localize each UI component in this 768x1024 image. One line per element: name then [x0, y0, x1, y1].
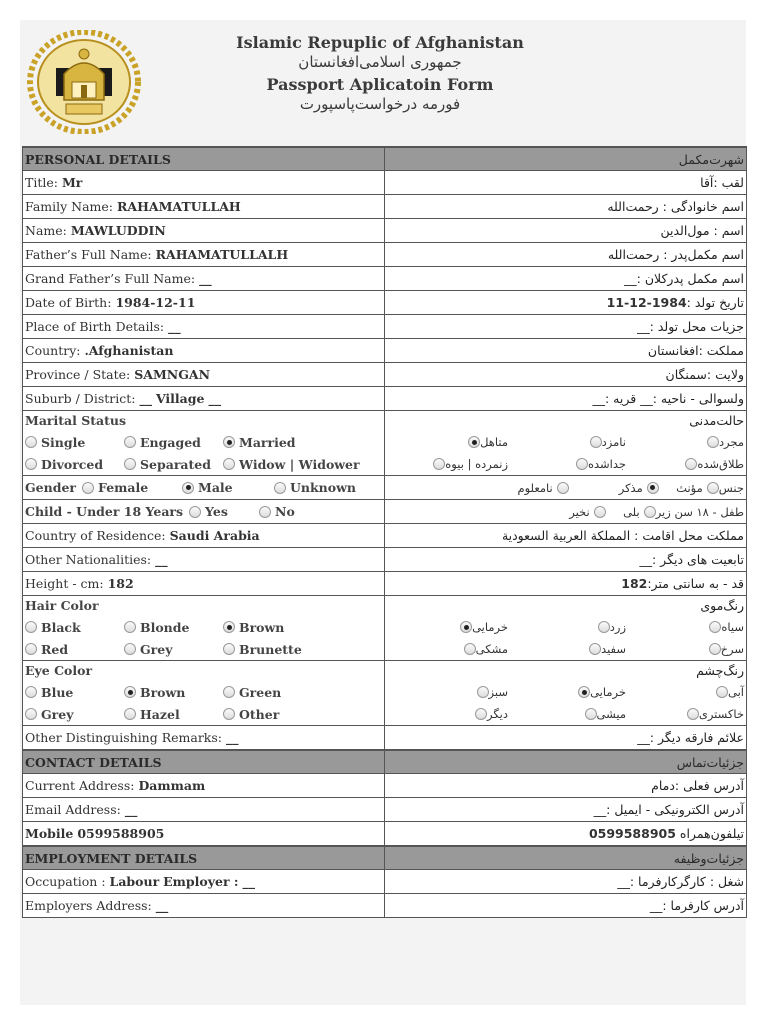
field-value[interactable]: .Afghanistan: [84, 343, 174, 358]
option-label: Brunette: [239, 641, 302, 657]
field-fa: اسم مکمل پدرکلان :__: [385, 267, 747, 291]
field-label: Suburb / District:: [25, 391, 136, 406]
village-value[interactable]: __: [208, 391, 221, 406]
field-value[interactable]: SAMNGAN: [134, 367, 211, 382]
field-fa: جزیات محل تولد :__: [385, 315, 747, 339]
option-label: سرخ: [720, 642, 744, 656]
radio-icon[interactable]: [25, 621, 37, 633]
radio-icon[interactable]: [598, 621, 610, 633]
option-label: Green: [239, 684, 282, 700]
radio-brown-eye-fa[interactable]: [508, 681, 626, 703]
radio-female-fa[interactable]: [659, 477, 719, 499]
radio-hazel-fa[interactable]: [508, 703, 626, 725]
option-label: زرد: [609, 620, 626, 634]
radio-icon[interactable]: [223, 643, 235, 655]
field-value[interactable]: Mr: [61, 175, 83, 190]
option-label: Engaged: [140, 434, 201, 450]
radio-icon[interactable]: [259, 506, 271, 518]
radio-icon[interactable]: [557, 482, 569, 494]
section-title-en: PERSONAL DETAILS: [23, 147, 385, 171]
option-label: خرمایی: [472, 620, 508, 634]
radio-icon[interactable]: [124, 436, 136, 448]
radio-blonde[interactable]: [124, 616, 217, 638]
radio-yes-fa[interactable]: [606, 501, 656, 523]
radio-icon[interactable]: [82, 482, 94, 494]
radio-icon[interactable]: [223, 708, 235, 720]
field-label: Date of Birth:: [25, 295, 112, 310]
marital-options-fa: [387, 431, 744, 475]
radio-checked-icon[interactable]: [223, 436, 235, 448]
field-value[interactable]: __: [139, 391, 152, 406]
field-label: Other Distinguishing Remarks:: [25, 730, 223, 745]
field-label: Province / State:: [25, 367, 131, 382]
option-label: Other: [239, 706, 280, 722]
section-title-en: CONTACT DETAILS: [23, 750, 385, 774]
field-fa-label: تاریخ تولد :: [686, 295, 744, 310]
form-row-nationalities: [23, 548, 747, 572]
radio-checked-icon[interactable]: [578, 686, 590, 698]
employer-label: Employer :: [163, 874, 239, 889]
option-label: Female: [98, 480, 149, 495]
field-label: Grand Father’s Full Name:: [25, 271, 196, 286]
field-fa: شغل : کارگرکارفرما :__: [385, 870, 747, 894]
radio-grey-eye-fa[interactable]: [626, 703, 744, 725]
radio-icon[interactable]: [433, 458, 445, 470]
radio-icon[interactable]: [223, 458, 235, 470]
radio-grey-eye[interactable]: [25, 703, 118, 725]
field-fa-label: قد - به سانتی متر:: [647, 576, 744, 591]
field-label: Place of Birth Details:: [25, 319, 165, 334]
radio-icon[interactable]: [124, 458, 136, 470]
form-row-employer-address: [23, 894, 747, 918]
field-fa: لقب :آقا: [385, 171, 747, 195]
field-fa: اسم خانوادگی : رحمت‌الله: [385, 195, 747, 219]
radio-checked-icon[interactable]: [124, 686, 136, 698]
form-row-residence: [23, 524, 747, 548]
radio-widow-fa[interactable]: [388, 453, 508, 475]
option-label: آبی: [728, 685, 744, 699]
gender-label: Gender: [25, 480, 76, 495]
hair-options-fa: [387, 616, 744, 660]
radio-single-fa[interactable]: [626, 431, 744, 453]
form-row-father: [23, 243, 747, 267]
radio-icon[interactable]: [477, 686, 489, 698]
radio-icon[interactable]: [644, 506, 656, 518]
field-value[interactable]: __: [168, 319, 181, 334]
field-value[interactable]: Saudi Arabia: [169, 528, 260, 543]
header-titles: [200, 33, 560, 117]
option-label: Married: [239, 434, 296, 450]
village-label: Village: [155, 391, 205, 406]
form-row-email: [23, 798, 747, 822]
radio-checked-icon[interactable]: [647, 482, 659, 494]
field-label: Occupation :: [25, 874, 106, 889]
radio-blue[interactable]: [25, 681, 118, 703]
radio-icon[interactable]: [124, 708, 136, 720]
radio-green-fa[interactable]: [388, 681, 508, 703]
option-label: نامعلوم: [517, 480, 553, 495]
child-label-fa: طفل - ۱۸ سن زیر: [655, 504, 744, 519]
radio-unknown[interactable]: [274, 477, 356, 499]
radio-no[interactable]: [259, 501, 295, 523]
form-row-height: [23, 572, 747, 596]
section-header-employment: [23, 846, 747, 870]
radio-icon[interactable]: [594, 506, 606, 518]
form-row-hair: [23, 596, 747, 661]
radio-brown-hair[interactable]: [223, 616, 347, 638]
section-header-contact: [23, 750, 747, 774]
field-label: Height - cm:: [25, 576, 104, 591]
option-label: Divorced: [41, 456, 104, 472]
passport-form-table: [22, 146, 747, 918]
radio-grey-hair-fa[interactable]: [508, 638, 626, 660]
option-label: نامزد: [601, 435, 626, 449]
field-label: Country of Residence:: [25, 528, 166, 543]
option-label: خرمایی: [590, 685, 626, 699]
radio-yes[interactable]: [189, 501, 253, 523]
form-row-marital: [23, 411, 747, 476]
form-row-district: [23, 387, 747, 411]
field-fa-value: 1984-12-11: [606, 295, 687, 310]
form-row-country: [23, 339, 747, 363]
field-value[interactable]: __: [226, 730, 239, 745]
radio-brunette-fa[interactable]: [388, 638, 508, 660]
option-label: زنمرده | بیوه: [445, 457, 508, 471]
field-label: Name:: [25, 223, 67, 238]
field-value[interactable]: Labour: [109, 874, 160, 889]
country-title-en: Islamic Repuplic of Afghanistan: [236, 33, 524, 52]
field-value[interactable]: __: [155, 552, 168, 567]
eye-options-fa: [387, 681, 744, 725]
radio-icon[interactable]: [687, 708, 699, 720]
radio-icon[interactable]: [589, 643, 601, 655]
marital-options-en: [25, 431, 382, 475]
hair-title: Hair Color: [25, 598, 99, 613]
gender-label-fa: جنس: [718, 480, 744, 495]
radio-married-fa[interactable]: [388, 431, 508, 453]
radio-icon[interactable]: [124, 643, 136, 655]
radio-icon[interactable]: [590, 436, 602, 448]
option-label: Brown: [140, 684, 186, 700]
radio-grey-hair[interactable]: [124, 638, 217, 660]
form-title-fa: فورمه درخواست‌پاسپورت: [299, 95, 461, 113]
form-title-en: Passport Aplicatoin Form: [266, 75, 494, 94]
form-row-dob: [23, 291, 747, 315]
field-label: Title:: [25, 175, 58, 190]
option-label: خاکستری: [698, 707, 744, 721]
radio-icon[interactable]: [223, 686, 235, 698]
option-label: مذکر: [618, 480, 643, 495]
radio-engaged-fa[interactable]: [508, 431, 626, 453]
radio-male[interactable]: [182, 477, 268, 499]
option-label: Blue: [41, 684, 74, 700]
option-label: Grey: [41, 706, 74, 722]
field-fa: اسم مکمل‌پدر : رحمت‌الله: [385, 243, 747, 267]
field-value[interactable]: 182: [107, 576, 134, 591]
field-value[interactable]: __: [199, 271, 212, 286]
option-label: بلی: [623, 504, 640, 519]
option-label: نخیر: [569, 504, 590, 519]
field-label: Father’s Full Name:: [25, 247, 152, 262]
field-fa: مملکت :افغانستان: [385, 339, 747, 363]
radio-divorced-fa[interactable]: [626, 453, 744, 475]
option-label: دیگر: [486, 707, 508, 721]
option-label: Black: [41, 619, 81, 635]
radio-checked-icon[interactable]: [182, 482, 194, 494]
option-label: سفید: [601, 642, 626, 656]
marital-title: Marital Status: [25, 413, 127, 428]
form-row-title: [23, 171, 747, 195]
form-row-occupation: [23, 870, 747, 894]
radio-brown-eye[interactable]: [124, 681, 217, 703]
field-label: Current Address:: [25, 778, 135, 793]
radio-other[interactable]: [223, 703, 347, 725]
option-label: سبز: [488, 685, 508, 699]
field-fa: آدرس کارفرما :__: [385, 894, 747, 918]
option-label: Red: [41, 641, 69, 657]
eye-title: Eye Color: [25, 663, 93, 678]
radio-married[interactable]: [223, 431, 347, 453]
hair-options-en: [25, 616, 382, 660]
radio-icon[interactable]: [189, 506, 201, 518]
radio-other-fa[interactable]: [388, 703, 508, 725]
radio-icon[interactable]: [576, 458, 588, 470]
radio-black-fa[interactable]: [626, 616, 744, 638]
option-label: Hazel: [140, 706, 180, 722]
option-label: No: [275, 504, 295, 519]
form-row-remarks: [23, 726, 747, 751]
field-fa-value: 182: [621, 576, 648, 591]
option-label: Unknown: [290, 480, 356, 495]
field-fa-value: 0599588905: [588, 826, 676, 841]
field-label: Other Nationalities:: [25, 552, 152, 567]
radio-unknown-fa[interactable]: [517, 477, 568, 499]
field-fa: مملکت محل اقامت : المملكة العربية السعودية: [385, 524, 747, 548]
option-label: Widow | Widower: [239, 456, 360, 472]
form-row-child: [23, 500, 747, 524]
radio-icon[interactable]: [25, 686, 37, 698]
field-fa: تابعیت های دیگر :__: [385, 548, 747, 572]
radio-blue-fa[interactable]: [626, 681, 744, 703]
radio-checked-icon[interactable]: [223, 621, 235, 633]
section-title-fa: جزئیات‌تماس: [385, 750, 747, 774]
radio-brown-hair-fa[interactable]: [388, 616, 508, 638]
section-title-fa: جزئیات‌وظیفه: [385, 846, 747, 870]
radio-icon[interactable]: [464, 643, 476, 655]
marital-title-fa: حالت‌مدنی: [689, 413, 744, 428]
field-fa: اسم : مول‌الدین: [385, 219, 747, 243]
radio-icon[interactable]: [707, 436, 719, 448]
radio-red[interactable]: [25, 638, 118, 660]
field-value[interactable]: Dammam: [138, 778, 206, 793]
radio-icon[interactable]: [709, 643, 721, 655]
radio-hazel[interactable]: [124, 703, 217, 725]
radio-engaged[interactable]: [124, 431, 217, 453]
form-row-mobile: [23, 822, 747, 847]
radio-checked-icon[interactable]: [468, 436, 480, 448]
radio-icon[interactable]: [685, 458, 697, 470]
option-label: Brown: [239, 619, 285, 635]
option-label: متاهل: [480, 435, 508, 449]
section-title-fa: شهرت‌مکمل: [385, 147, 747, 171]
radio-icon[interactable]: [716, 686, 728, 698]
radio-icon[interactable]: [707, 482, 719, 494]
radio-icon[interactable]: [25, 458, 37, 470]
eye-title-fa: رنگ‌چشم: [696, 663, 744, 678]
field-fa: علائم فارقه دیگر :__: [385, 726, 747, 751]
employer-value[interactable]: __: [242, 874, 255, 889]
section-header-personal: [23, 147, 747, 171]
field-value[interactable]: 0599588905: [77, 826, 165, 841]
form-row-gender: [23, 476, 747, 500]
field-fa-label: تیلفون‌همراه: [679, 826, 744, 841]
field-label: Employers Address:: [25, 898, 152, 913]
radio-blonde-fa[interactable]: [508, 616, 626, 638]
field-fa: ولسوالی - ناحیه :__ قریه :__: [385, 387, 747, 411]
radio-black[interactable]: [25, 616, 118, 638]
radio-red-fa[interactable]: [626, 638, 744, 660]
radio-icon[interactable]: [475, 708, 487, 720]
form-row-birth-place: [23, 315, 747, 339]
option-label: مجرد: [718, 435, 744, 449]
option-label: Grey: [140, 641, 173, 657]
radio-brunette[interactable]: [223, 638, 347, 660]
field-fa: آدرس فعلی :دمام: [385, 774, 747, 798]
radio-divorced[interactable]: [25, 453, 118, 475]
option-label: میشی: [596, 707, 626, 721]
field-fa: آدرس الکترونیکی - ایمیل :__: [385, 798, 747, 822]
form-row-family-name: [23, 195, 747, 219]
field-value[interactable]: 1984-12-11: [115, 295, 196, 310]
hair-title-fa: رنگ‌موی: [700, 598, 744, 613]
option-label: Yes: [205, 504, 228, 519]
radio-icon[interactable]: [124, 621, 136, 633]
option-label: Male: [198, 480, 233, 495]
option-label: سیاه: [721, 620, 744, 634]
form-row-province: [23, 363, 747, 387]
field-value[interactable]: MAWLUDDIN: [70, 223, 166, 238]
field-value[interactable]: __: [124, 802, 138, 817]
radio-female[interactable]: [82, 477, 176, 499]
field-label: Email Address:: [25, 802, 121, 817]
field-label: Mobile: [25, 826, 74, 841]
form-row-name: [23, 219, 747, 243]
field-label: Family Name:: [25, 199, 114, 214]
option-label: Separated: [140, 456, 211, 472]
radio-single[interactable]: [25, 431, 118, 453]
radio-no-fa[interactable]: [569, 501, 605, 523]
field-fa: ولایت :سمنگان: [385, 363, 747, 387]
option-label: مؤنث: [676, 480, 703, 495]
form-row-grandfather: [23, 267, 747, 291]
field-value[interactable]: RAHAMATULLAH: [117, 199, 241, 214]
field-label: Country:: [25, 343, 81, 358]
radio-icon[interactable]: [585, 708, 597, 720]
afghanistan-emblem-icon: [26, 30, 142, 134]
radio-icon[interactable]: [25, 436, 37, 448]
option-label: جداشده: [587, 457, 626, 471]
option-label: Single: [41, 434, 86, 450]
option-label: طلاق‌شده: [697, 457, 744, 471]
radio-male-fa[interactable]: [569, 477, 659, 499]
radio-checked-icon[interactable]: [460, 621, 472, 633]
eye-options-en: [25, 681, 382, 725]
option-label: Blonde: [140, 619, 190, 635]
field-value[interactable]: __: [155, 898, 169, 913]
country-title-fa: جمهوری اسلامی‌افغانستان: [298, 53, 462, 71]
child-label: Child - Under 18 Years: [25, 504, 184, 519]
section-title-en: EMPLOYMENT DETAILS: [23, 846, 385, 870]
form-row-eye: [23, 661, 747, 726]
radio-green[interactable]: [223, 681, 347, 703]
radio-icon[interactable]: [709, 621, 721, 633]
option-label: مشکی: [475, 642, 508, 656]
radio-separated-fa[interactable]: [508, 453, 626, 475]
radio-separated[interactable]: [124, 453, 217, 475]
radio-icon[interactable]: [25, 708, 37, 720]
radio-widow[interactable]: [223, 453, 360, 475]
field-value[interactable]: RAHAMATULLALH: [155, 247, 289, 262]
form-row-address: [23, 774, 747, 798]
radio-icon[interactable]: [274, 482, 286, 494]
radio-icon[interactable]: [25, 643, 37, 655]
